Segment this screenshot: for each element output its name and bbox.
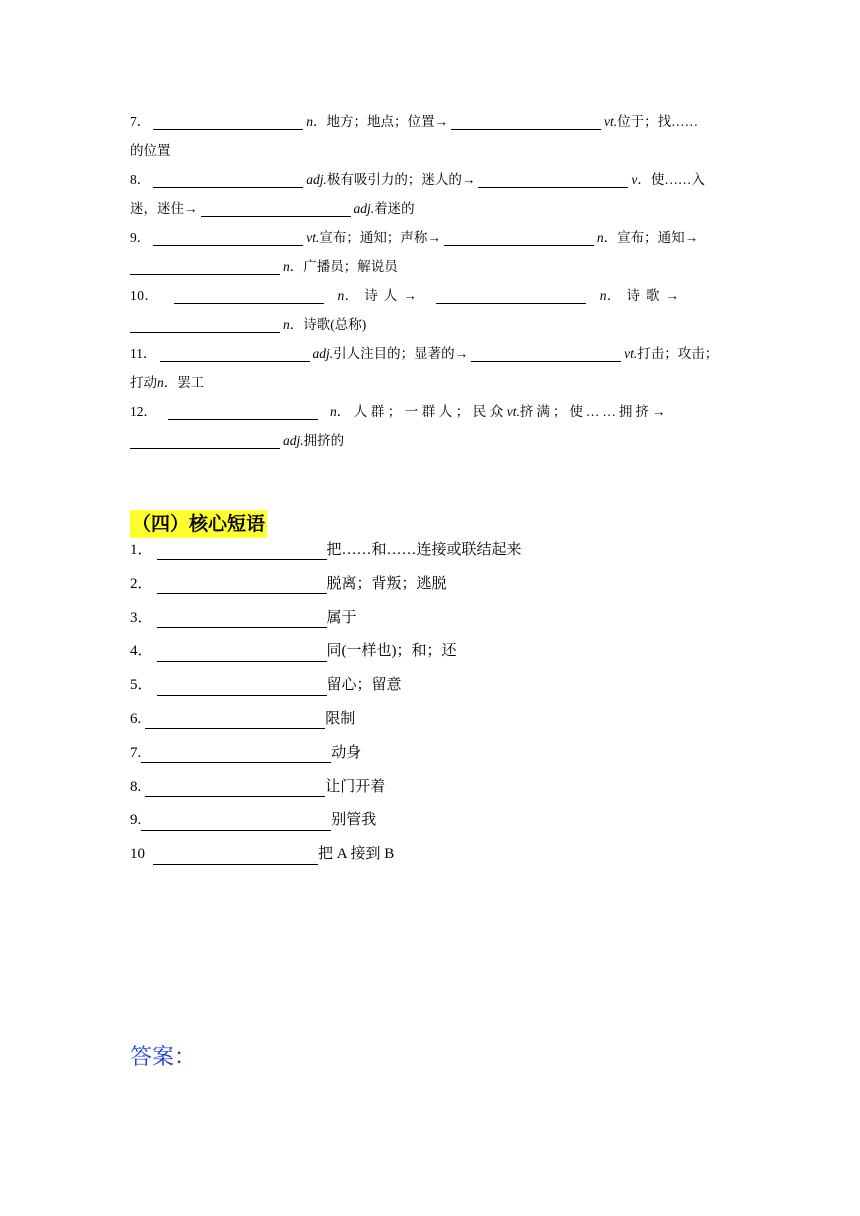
pos-label: n: [337, 288, 345, 303]
pos-label: n: [599, 288, 607, 303]
phrase-item: [130, 804, 522, 838]
phrase-meaning: 动身: [331, 744, 362, 761]
phrase-meaning: 限制: [325, 710, 356, 727]
answer-blank[interactable]: [157, 575, 327, 594]
vocab-item-10: [130, 281, 730, 310]
pos-label: adj.: [283, 433, 304, 448]
answer-blank[interactable]: [160, 345, 310, 362]
answer-blank[interactable]: [153, 113, 303, 130]
answer-blank[interactable]: [444, 229, 594, 246]
definition: 拥挤的: [303, 433, 345, 448]
vocab-item-11: [130, 339, 730, 368]
answer-blank[interactable]: [157, 677, 327, 696]
vocab-item-12-cont: [130, 426, 730, 455]
definition: ．罢工: [163, 375, 205, 390]
item-number: 6.: [130, 710, 142, 727]
phrase-list: [130, 534, 522, 872]
pos-label: adj.: [306, 172, 327, 187]
definition: 的位置: [130, 143, 171, 158]
pos-label: vt.: [604, 114, 618, 129]
vocab-item-11-cont: [130, 368, 730, 397]
answer-blank[interactable]: [471, 345, 621, 362]
vocab-item-8-cont: [130, 194, 730, 223]
phrase-meaning: 把……和……连接或联结起来: [326, 542, 522, 558]
item-number: 7.: [130, 744, 142, 761]
item-number: 5．: [130, 677, 153, 694]
item-number: 9.: [130, 812, 142, 829]
pos-label: n: [306, 114, 313, 129]
pos-label: vt.: [506, 404, 520, 419]
answer-blank[interactable]: [130, 432, 280, 449]
answer-blank[interactable]: [130, 258, 280, 275]
pos-label: n: [283, 317, 290, 332]
vocab-item-9: [130, 223, 730, 252]
answer-blank[interactable]: [141, 812, 331, 831]
definition: 宣布；通知；声称→: [319, 230, 441, 245]
answer-blank[interactable]: [174, 287, 324, 304]
phrase-meaning: 把 A 接到 B: [318, 846, 395, 863]
definition: 位于；找……: [617, 114, 699, 129]
section-heading: （四）核心短语: [130, 510, 267, 538]
definition: 迷，迷住→: [130, 201, 198, 216]
item-number: 10: [130, 846, 145, 863]
pos-label: v: [631, 172, 638, 187]
phrase-item: [130, 568, 522, 602]
definition: 引人注目的；显著的→: [333, 346, 469, 361]
phrase-item: [130, 635, 522, 669]
vocab-item-7: [130, 107, 730, 136]
definition: 极有吸引力的；迷人的→: [326, 172, 476, 187]
answer-blank[interactable]: [145, 710, 325, 729]
phrase-meaning: 属于: [326, 609, 357, 626]
item-number: 10．: [130, 288, 159, 303]
definition: ．宣布；通知→: [603, 230, 699, 245]
item-number: 1．: [130, 542, 153, 558]
vocab-item-8: [130, 165, 730, 194]
definition: 挤满；使……拥挤→: [519, 404, 669, 419]
answer-blank[interactable]: [130, 316, 280, 333]
definition: ．使……入: [637, 172, 705, 187]
phrase-item: [130, 669, 522, 703]
definition: ．诗歌→: [607, 288, 685, 303]
item-number: 2．: [130, 575, 153, 592]
definition: 打击；攻击；: [637, 346, 719, 361]
vocab-item-10-cont: [130, 310, 730, 339]
definition: ．诗歌(总称): [289, 317, 367, 332]
phrase-item: [130, 602, 522, 636]
answer-blank[interactable]: [157, 541, 327, 560]
pos-label: n: [157, 375, 164, 390]
pos-label: adj.: [312, 346, 334, 361]
item-number: 12．: [130, 404, 157, 419]
answer-blank[interactable]: [153, 171, 303, 188]
phrase-item: [130, 838, 522, 872]
phrase-item: [130, 737, 522, 771]
phrase-meaning: 别管我: [331, 812, 377, 829]
pos-label: n: [596, 230, 604, 245]
phrase-meaning: 脱离；背叛；逃脱: [326, 575, 447, 592]
phrase-item: [130, 534, 522, 568]
pos-label: n: [283, 259, 290, 274]
answer-blank[interactable]: [153, 846, 318, 865]
answer-blank[interactable]: [153, 229, 303, 246]
item-number: 11．: [130, 346, 157, 361]
item-number: 9．: [130, 230, 151, 245]
item-number: 8.: [130, 778, 142, 795]
answer-blank[interactable]: [201, 200, 351, 217]
phrase-item: [130, 703, 522, 737]
answer-blank[interactable]: [436, 287, 586, 304]
answer-blank[interactable]: [157, 643, 327, 662]
vocab-item-7-cont: [130, 136, 730, 165]
definition: ．诗人→: [344, 288, 423, 303]
phrase-meaning: 让门开着: [325, 778, 386, 795]
definition: ．广播员；解说员: [289, 259, 398, 274]
definition: 打动: [130, 375, 157, 390]
item-number: 3．: [130, 609, 153, 626]
definition: 着迷的: [374, 201, 415, 216]
pos-label: adj.: [353, 201, 375, 216]
answer-blank[interactable]: [141, 744, 331, 763]
item-number: 4．: [130, 643, 153, 660]
phrase-item: [130, 771, 522, 805]
vocab-item-9-cont: [130, 252, 730, 281]
answer-blank[interactable]: [478, 171, 628, 188]
definition: ．地方；地点；位置→: [313, 114, 448, 129]
phrase-meaning: 同(一样也)；和；还: [326, 643, 457, 660]
answer-heading: 答案：: [130, 1045, 197, 1070]
phrase-meaning: 留心；留意: [326, 677, 402, 694]
pos-label: n: [330, 404, 337, 419]
pos-label: vt.: [306, 230, 320, 245]
item-number: 7．: [130, 114, 151, 129]
vocab-section: [130, 107, 730, 455]
answer-blank[interactable]: [145, 778, 325, 797]
pos-label: vt.: [624, 346, 638, 361]
definition: ．人群；一群人；民众: [336, 404, 507, 419]
item-number: 8．: [130, 172, 151, 187]
answer-blank[interactable]: [451, 113, 601, 130]
answer-blank[interactable]: [157, 609, 327, 628]
answer-blank[interactable]: [168, 403, 318, 420]
vocab-item-12: [130, 397, 730, 426]
